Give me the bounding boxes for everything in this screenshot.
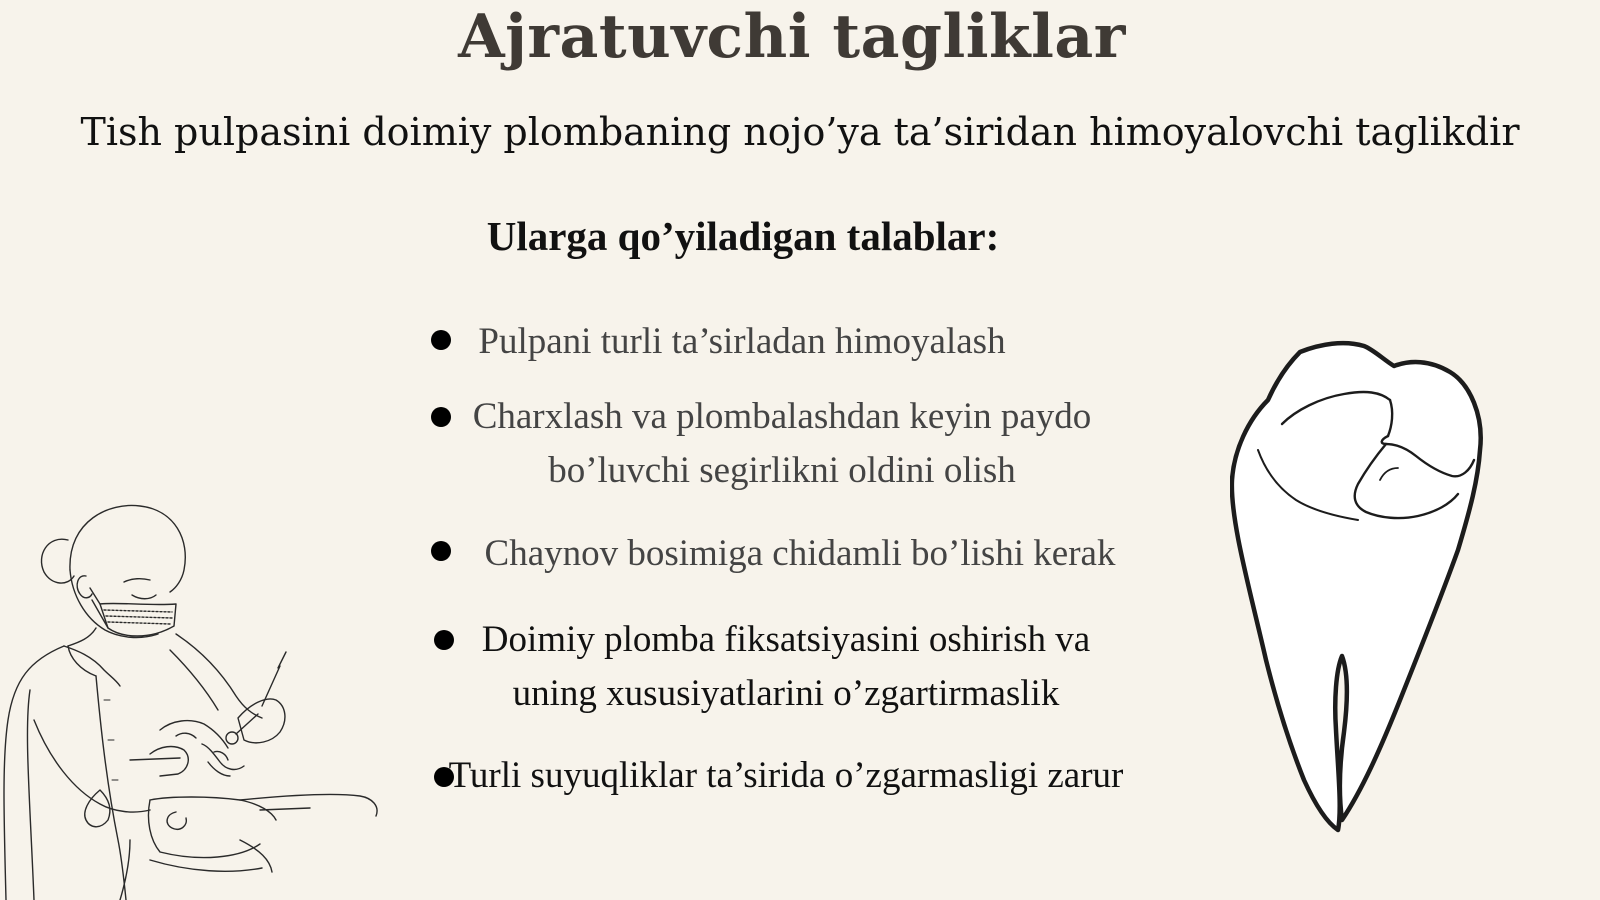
slide-subtitle: Tish pulpasini doimiy plombaning nojo’ya ta’siridan himoyalovchi taglikdir: [80, 110, 1520, 154]
requirement-item: Chaynov bosimiga chidamli bo’lishi kerak: [484, 533, 1116, 574]
tooth-illustration: [1230, 340, 1520, 840]
dentist-illustration: [0, 500, 400, 900]
requirement-item: Pulpani turli ta’sirladan himoyalash: [478, 321, 1006, 362]
slide-title: Ajratuvchi tagliklar: [458, 2, 1126, 72]
requirement-item: Charxlash va plombalashdan keyin paydo bo’luvchi segirlikni oldini olish: [472, 396, 1092, 491]
requirement-item: Doimiy plomba fiksatsiyasini oshirish va uning xususiyatlarini o’zgartirmaslik: [481, 619, 1091, 714]
requirements-heading: Ularga qo’yiladigan talablar:: [486, 213, 1000, 259]
requirement-item: Turli suyuqliklar ta’sirida o’zgarmasligi zarur: [448, 755, 1124, 796]
